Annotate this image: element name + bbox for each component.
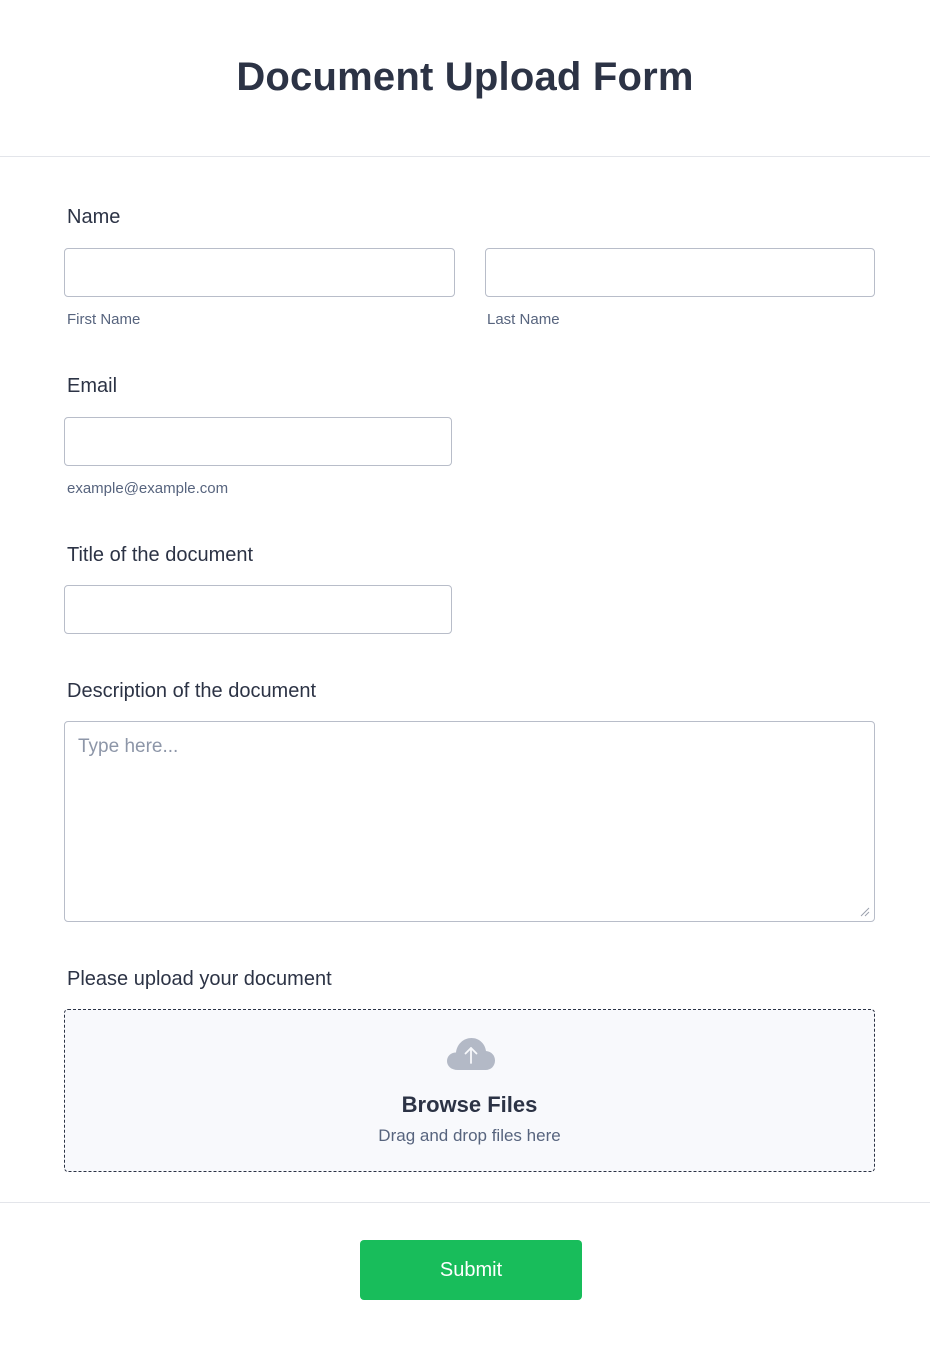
name-label: Name — [67, 206, 121, 228]
cloud-upload-icon — [446, 1036, 496, 1072]
email-sublabel: example@example.com — [67, 480, 229, 497]
document-title-label: Title of the document — [67, 544, 254, 566]
email-label: Email — [67, 375, 118, 397]
upload-label: Please upload your document — [67, 968, 332, 990]
form-header — [0, 0, 930, 157]
document-title-input[interactable] — [64, 585, 452, 634]
email-input[interactable] — [64, 417, 452, 466]
first-name-sublabel: First Name — [67, 311, 141, 328]
last-name-sublabel: Last Name — [487, 311, 560, 328]
form-title: Document Upload Form — [236, 54, 694, 99]
first-name-input[interactable] — [64, 248, 455, 297]
last-name-input[interactable] — [485, 248, 875, 297]
footer-divider — [0, 1202, 930, 1203]
resize-grip-icon[interactable] — [858, 905, 870, 917]
description-textarea[interactable] — [64, 721, 875, 922]
description-label: Description of the document — [67, 680, 317, 702]
file-dropzone[interactable] — [64, 1009, 875, 1172]
browse-files-label[interactable]: Browse Files — [401, 1092, 538, 1117]
drag-drop-text: Drag and drop files here — [378, 1126, 561, 1145]
submit-button[interactable]: Submit — [360, 1240, 582, 1300]
